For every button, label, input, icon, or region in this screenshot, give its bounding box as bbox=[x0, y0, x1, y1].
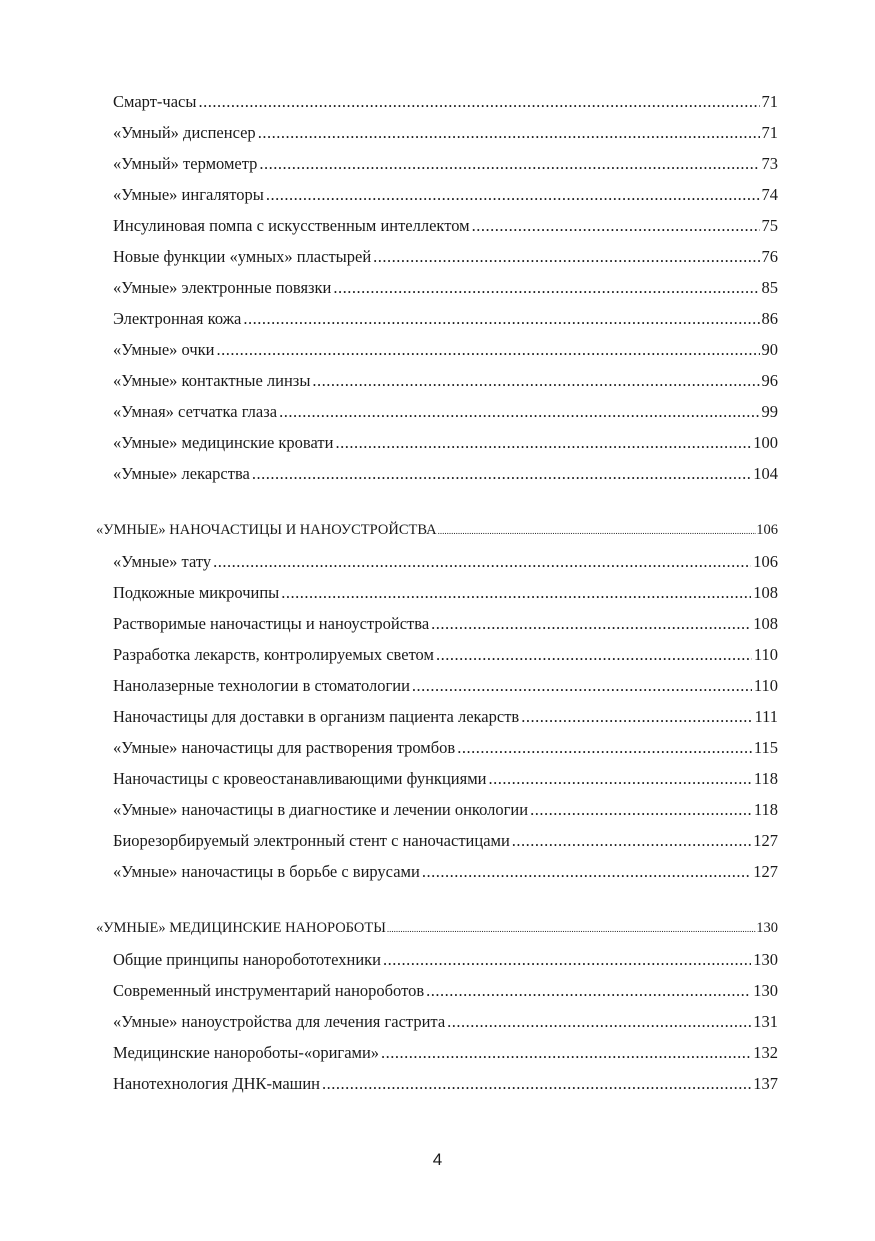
toc-entry[interactable]: Биорезорбируемый электронный стент с наночастицами ..... 127 bbox=[96, 825, 778, 856]
leader-dots bbox=[426, 975, 751, 1006]
leader-dots bbox=[252, 458, 751, 489]
toc-entry[interactable]: «Умные» медицинские кровати ..... 100 bbox=[96, 427, 778, 458]
toc-entry[interactable]: Новые функции «умных» пластырей ..... 76 bbox=[96, 241, 778, 272]
toc-entry[interactable]: Разработка лекарств, контролируемых светом ..... 110 bbox=[96, 639, 778, 670]
toc-entry[interactable]: Общие принципы наноробототехники ..... 130 bbox=[96, 944, 778, 975]
toc-entry[interactable]: «Умный» диспенсер ..... 71 bbox=[96, 117, 778, 148]
leader-dots bbox=[457, 732, 752, 763]
leader-dots bbox=[333, 272, 759, 303]
leader-dots bbox=[335, 427, 751, 458]
leader-dots bbox=[279, 396, 759, 427]
toc-entry[interactable]: Смарт-часы ..... 71 bbox=[96, 86, 778, 117]
toc-entry[interactable]: «Умные» наночастицы в диагностике и лечении онкологии ..... 118 bbox=[96, 794, 778, 825]
leader-dots bbox=[431, 608, 751, 639]
toc-entry[interactable]: «Умные» контактные линзы ..... 96 bbox=[96, 365, 778, 396]
toc-entry[interactable]: Растворимые наночастицы и наноустройства ..... 108 bbox=[96, 608, 778, 639]
toc-entry[interactable]: Современный инструментарий нанороботов ..... 130 bbox=[96, 975, 778, 1006]
toc-entry[interactable]: «Умная» сетчатка глаза ..... 99 bbox=[96, 396, 778, 427]
leader-dots bbox=[259, 148, 759, 179]
leader-dots bbox=[258, 117, 760, 148]
toc-entry[interactable]: «Умные» наноустройства для лечения гастрита ..... 131 bbox=[96, 1006, 778, 1037]
section-heading[interactable]: «УМНЫЕ» НАНОЧАСТИЦЫ И НАНОУСТРОЙСТВА ..... 106 bbox=[96, 515, 778, 546]
leader-dots bbox=[383, 944, 751, 975]
toc-group-continuation bbox=[96, 86, 778, 489]
toc-entry[interactable]: «Умные» ингаляторы ..... 74 bbox=[96, 179, 778, 210]
toc-entry[interactable]: Наночастицы для доставки в организм пациента лекарств ..... 111 bbox=[96, 701, 778, 732]
toc-entry[interactable]: «Умные» наночастицы в борьбе с вирусами ..... 127 bbox=[96, 856, 778, 887]
leader-dots bbox=[381, 1037, 751, 1068]
leader-dots bbox=[472, 210, 760, 241]
table-of-contents bbox=[96, 86, 778, 1099]
leader-dots bbox=[322, 1068, 751, 1099]
leader-dots bbox=[447, 1006, 751, 1037]
leader-dots bbox=[521, 701, 752, 732]
leader-dots bbox=[217, 334, 760, 365]
leader-dots bbox=[412, 670, 752, 701]
leader-dots bbox=[530, 794, 752, 825]
toc-entry[interactable]: Медицинские нанороботы-«оригами» ..... 132 bbox=[96, 1037, 778, 1068]
toc-entry[interactable]: «Умные» очки ..... 90 bbox=[96, 334, 778, 365]
toc-entry[interactable]: «Умный» термометр ..... 73 bbox=[96, 148, 778, 179]
leader-dots bbox=[488, 763, 751, 794]
leader-dots bbox=[198, 86, 759, 117]
leader-dots bbox=[438, 516, 757, 547]
leader-dots bbox=[436, 639, 752, 670]
toc-entry[interactable]: Инсулиновая помпа с искусственным интеллектом ..... 75 bbox=[96, 210, 778, 241]
leader-dots bbox=[312, 365, 759, 396]
leader-dots bbox=[422, 856, 751, 887]
leader-dots bbox=[266, 179, 760, 210]
toc-section-nanoparticles bbox=[96, 515, 778, 887]
toc-entry[interactable]: Наночастицы с кровеостанавливающими функциями ..... 118 bbox=[96, 763, 778, 794]
toc-entry[interactable]: «Умные» электронные повязки ..... 85 bbox=[96, 272, 778, 303]
toc-entry[interactable]: «Умные» лекарства ..... 104 bbox=[96, 458, 778, 489]
toc-entry[interactable]: «Умные» наночастицы для растворения тромбов ..... 115 bbox=[96, 732, 778, 763]
toc-entry[interactable]: Нанотехнология ДНК-машин ..... 137 bbox=[96, 1068, 778, 1099]
toc-entry[interactable]: Нанолазерные технологии в стоматологии ..... 110 bbox=[96, 670, 778, 701]
leader-dots bbox=[281, 577, 751, 608]
page-number: 4 bbox=[432, 1150, 443, 1169]
toc-entry[interactable]: «Умные» тату ..... 106 bbox=[96, 546, 778, 577]
leader-dots bbox=[512, 825, 751, 856]
leader-dots bbox=[387, 914, 756, 945]
leader-dots bbox=[373, 241, 759, 272]
leader-dots bbox=[213, 546, 751, 577]
toc-section-nanorobots bbox=[96, 913, 778, 1099]
toc-entry[interactable]: Электронная кожа ..... 86 bbox=[96, 303, 778, 334]
toc-entry[interactable]: Подкожные микрочипы ..... 108 bbox=[96, 577, 778, 608]
leader-dots bbox=[243, 303, 759, 334]
section-heading[interactable]: «УМНЫЕ» МЕДИЦИНСКИЕ НАНОРОБОТЫ ..... 130 bbox=[96, 913, 778, 944]
